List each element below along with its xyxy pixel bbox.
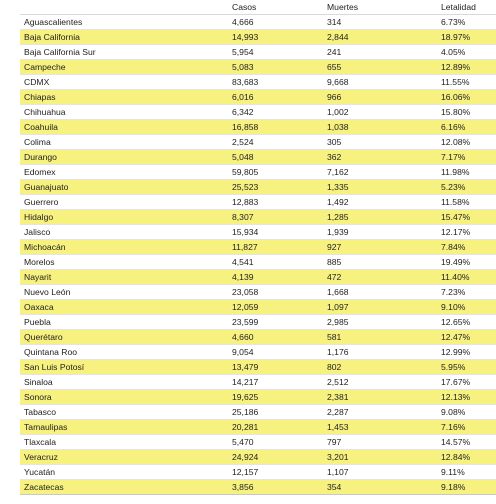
cell-lethality: 12.89% (437, 60, 496, 75)
cell-state: Nuevo León (20, 285, 228, 300)
cell-state: Campeche (20, 60, 228, 75)
cell-cases: 12,883 (228, 195, 323, 210)
cell-deaths: 2,512 (323, 375, 437, 390)
table-row (20, 375, 496, 390)
cell-cases: 5,083 (228, 60, 323, 75)
cell-cases: 8,307 (228, 210, 323, 225)
table-row (20, 285, 496, 300)
table-row (20, 195, 496, 210)
table-row (20, 315, 496, 330)
cell-cases: 5,470 (228, 435, 323, 450)
cell-lethality: 12.13% (437, 390, 496, 405)
table-row (20, 135, 496, 150)
table-row (20, 120, 496, 135)
cell-state: Morelos (20, 255, 228, 270)
cell-deaths: 1,097 (323, 300, 437, 315)
table-row (20, 90, 496, 105)
cell-lethality: 17.67% (437, 375, 496, 390)
table-row (20, 105, 496, 120)
cell-deaths: 2,844 (323, 30, 437, 45)
cell-state: Yucatán (20, 465, 228, 480)
cell-state: CDMX (20, 75, 228, 90)
cell-cases: 12,059 (228, 300, 323, 315)
cell-cases: 59,805 (228, 165, 323, 180)
cell-lethality: 12.84% (437, 450, 496, 465)
cell-deaths: 927 (323, 240, 437, 255)
table-row (20, 390, 496, 405)
cell-cases: 16,858 (228, 120, 323, 135)
cell-lethality: 19.49% (437, 255, 496, 270)
cell-lethality: 6.16% (437, 120, 496, 135)
cell-state: Querétaro (20, 330, 228, 345)
cell-cases: 25,186 (228, 405, 323, 420)
cell-state: Aguascalientes (20, 15, 228, 30)
cell-lethality: 12.99% (437, 345, 496, 360)
table-row (20, 435, 496, 450)
table-row (20, 150, 496, 165)
cell-state: Veracruz (20, 450, 228, 465)
cell-state: Sinaloa (20, 375, 228, 390)
cell-deaths: 1,335 (323, 180, 437, 195)
cell-state: Guerrero (20, 195, 228, 210)
cell-state: Chiapas (20, 90, 228, 105)
table-row (20, 330, 496, 345)
cell-deaths: 1,285 (323, 210, 437, 225)
cell-lethality: 9.11% (437, 465, 496, 480)
cell-lethality: 4.05% (437, 45, 496, 60)
header-row (20, 0, 496, 15)
cell-cases: 4,666 (228, 15, 323, 30)
cell-state: Chihuahua (20, 105, 228, 120)
table-row (20, 60, 496, 75)
cell-deaths: 581 (323, 330, 437, 345)
cell-deaths: 362 (323, 150, 437, 165)
cell-lethality: 12.65% (437, 315, 496, 330)
cell-lethality: 6.73% (437, 15, 496, 30)
table-row (20, 15, 496, 30)
cell-deaths: 655 (323, 60, 437, 75)
table-row (20, 405, 496, 420)
table-row (20, 180, 496, 195)
cell-cases: 14,993 (228, 30, 323, 45)
table-row (20, 300, 496, 315)
table-row (20, 420, 496, 435)
cell-state: Sonora (20, 390, 228, 405)
cell-cases: 14,217 (228, 375, 323, 390)
cell-deaths: 966 (323, 90, 437, 105)
table-row (20, 240, 496, 255)
cell-cases: 12,157 (228, 465, 323, 480)
cell-state: Puebla (20, 315, 228, 330)
cell-deaths: 2,985 (323, 315, 437, 330)
cell-lethality: 9.10% (437, 300, 496, 315)
cell-state: Jalisco (20, 225, 228, 240)
cell-cases: 9,054 (228, 345, 323, 360)
cell-lethality: 11.58% (437, 195, 496, 210)
cell-deaths: 354 (323, 480, 437, 495)
cell-state: Zacatecas (20, 480, 228, 495)
cell-deaths: 314 (323, 15, 437, 30)
cell-state: Oaxaca (20, 300, 228, 315)
header-deaths: Muertes (323, 0, 437, 15)
header-cases: Casos (228, 0, 323, 15)
table-row (20, 75, 496, 90)
cell-deaths: 3,201 (323, 450, 437, 465)
cell-cases: 5,048 (228, 150, 323, 165)
cell-deaths: 885 (323, 255, 437, 270)
cell-state: Tlaxcala (20, 435, 228, 450)
cell-lethality: 18.97% (437, 30, 496, 45)
cell-deaths: 802 (323, 360, 437, 375)
cell-lethality: 11.55% (437, 75, 496, 90)
cell-cases: 2,524 (228, 135, 323, 150)
cell-state: Edomex (20, 165, 228, 180)
data-table (20, 0, 496, 495)
cell-lethality: 9.08% (437, 405, 496, 420)
table-row (20, 30, 496, 45)
cell-cases: 6,016 (228, 90, 323, 105)
cell-deaths: 1,176 (323, 345, 437, 360)
cell-lethality: 7.17% (437, 150, 496, 165)
header-state (20, 0, 228, 15)
cell-state: Quintana Roo (20, 345, 228, 360)
cell-cases: 4,139 (228, 270, 323, 285)
cell-state: Durango (20, 150, 228, 165)
table-row (20, 360, 496, 375)
cell-state: San Luis Potosí (20, 360, 228, 375)
cell-state: Coahuila (20, 120, 228, 135)
cell-deaths: 241 (323, 45, 437, 60)
table-row (20, 345, 496, 360)
cell-cases: 15,934 (228, 225, 323, 240)
cell-state: Hidalgo (20, 210, 228, 225)
cell-deaths: 1,668 (323, 285, 437, 300)
cell-lethality: 12.47% (437, 330, 496, 345)
cell-state: Baja California Sur (20, 45, 228, 60)
cell-cases: 25,523 (228, 180, 323, 195)
cell-cases: 4,541 (228, 255, 323, 270)
cell-lethality: 5.23% (437, 180, 496, 195)
cell-deaths: 305 (323, 135, 437, 150)
cell-cases: 23,599 (228, 315, 323, 330)
cell-cases: 4,660 (228, 330, 323, 345)
cell-cases: 83,683 (228, 75, 323, 90)
cell-cases: 5,954 (228, 45, 323, 60)
table-row (20, 465, 496, 480)
cell-deaths: 9,668 (323, 75, 437, 90)
table-row (20, 210, 496, 225)
cell-lethality: 7.23% (437, 285, 496, 300)
cell-cases: 19,625 (228, 390, 323, 405)
cell-deaths: 2,287 (323, 405, 437, 420)
cell-deaths: 1,939 (323, 225, 437, 240)
table-row (20, 270, 496, 285)
cell-lethality: 5.95% (437, 360, 496, 375)
cell-cases: 3,856 (228, 480, 323, 495)
cell-lethality: 11.40% (437, 270, 496, 285)
cell-state: Colima (20, 135, 228, 150)
cell-deaths: 2,381 (323, 390, 437, 405)
cell-lethality: 9.18% (437, 480, 496, 495)
cell-cases: 13,479 (228, 360, 323, 375)
cell-cases: 20,281 (228, 420, 323, 435)
cell-deaths: 1,107 (323, 465, 437, 480)
cell-deaths: 472 (323, 270, 437, 285)
cell-lethality: 15.80% (437, 105, 496, 120)
cell-lethality: 7.84% (437, 240, 496, 255)
cell-state: Michoacán (20, 240, 228, 255)
cell-lethality: 16.06% (437, 90, 496, 105)
cell-lethality: 11.98% (437, 165, 496, 180)
table-row (20, 450, 496, 465)
cell-lethality: 12.17% (437, 225, 496, 240)
table-row (20, 45, 496, 60)
table-row (20, 165, 496, 180)
cell-lethality: 15.47% (437, 210, 496, 225)
table-body (20, 15, 496, 495)
cell-state: Guanajuato (20, 180, 228, 195)
cell-deaths: 1,038 (323, 120, 437, 135)
cell-cases: 23,058 (228, 285, 323, 300)
cell-lethality: 14.57% (437, 435, 496, 450)
header-lethality: Letalidad (437, 0, 496, 15)
cell-deaths: 1,492 (323, 195, 437, 210)
table-row (20, 255, 496, 270)
cell-deaths: 1,002 (323, 105, 437, 120)
cell-cases: 24,924 (228, 450, 323, 465)
cell-state: Nayarit (20, 270, 228, 285)
cell-deaths: 1,453 (323, 420, 437, 435)
cell-state: Tabasco (20, 405, 228, 420)
cell-cases: 11,827 (228, 240, 323, 255)
table-header (20, 0, 496, 15)
cell-state: Baja California (20, 30, 228, 45)
cell-lethality: 12.08% (437, 135, 496, 150)
table-row (20, 225, 496, 240)
cell-cases: 6,342 (228, 105, 323, 120)
cell-lethality: 7.16% (437, 420, 496, 435)
table-row (20, 480, 496, 495)
cell-state: Tamaulipas (20, 420, 228, 435)
cell-deaths: 797 (323, 435, 437, 450)
cell-deaths: 7,162 (323, 165, 437, 180)
